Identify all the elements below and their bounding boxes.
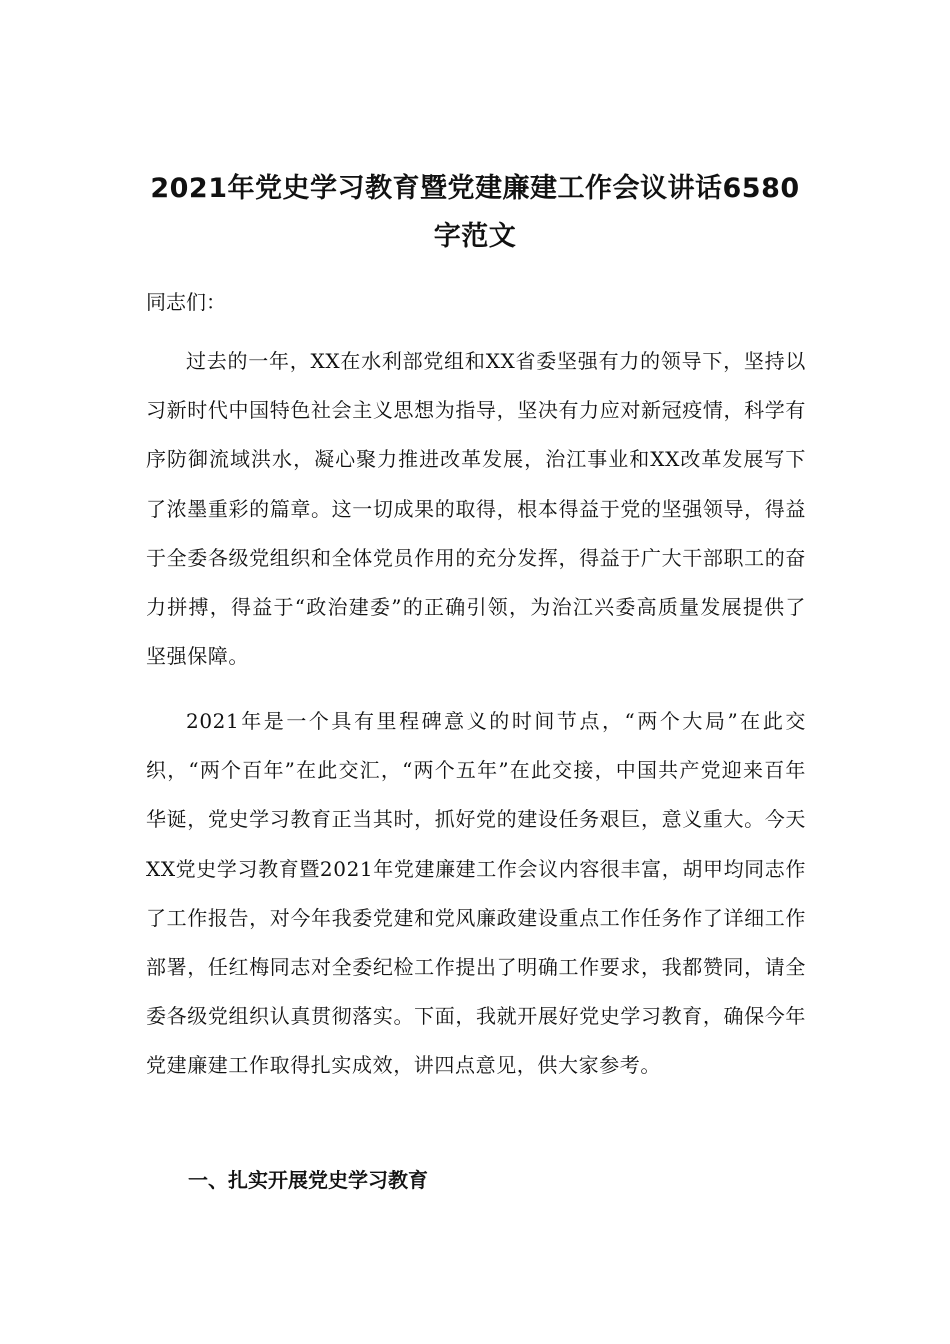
document-title: 2021年党史学习教育暨党建廉建工作会议讲话6580字范文 (150, 173, 800, 252)
section-heading: 一、扎实开展党史学习教育 (188, 1168, 428, 1192)
greeting: 同志们： (146, 290, 226, 314)
paragraph-1: 过去的一年，XX在水利部党组和XX省委坚强有力的领导下，坚持以习新时代中国特色社会主义思想为指导，坚决有力应对新冠疫情，科学有序防御流域洪水，凝心聚力推进改革发展，治江事业和XX改革发展写下了浓墨重彩的篇章。这一切成果的取得，根本得益于党的坚强领导，得益于全委各级党组织和全体党员作用的充分发挥，得益于广大干部职工的奋力拼搏，得益于“政治建委”的正确引领，为治江兴委高质量发展提供了坚强保障。 (146, 349, 806, 669)
paragraph-2: 2021年是一个具有里程碑意义的时间节点，“两个大局”在此交织，“两个百年”在此交汇，“两个五年”在此交接，中国共产党迎来百年华诞，党史学习教育正当其时，抓好党的建设任务艰巨，意义重大。今天XX党史学习教育暨2021年党建廉建工作会议内容很丰富，胡甲均同志作了工作报告，对今年我委党建和党风廉政建设重点工作任务作了详细工作部署，任红梅同志对全委纪检工作提出了明确工作要求，我都赞同，请全委各级党组织认真贯彻落实。下面，我就开展好党史学习教育，确保今年党建廉建工作取得扎实成效，讲四点意见，供大家参考。 (146, 709, 806, 1078)
